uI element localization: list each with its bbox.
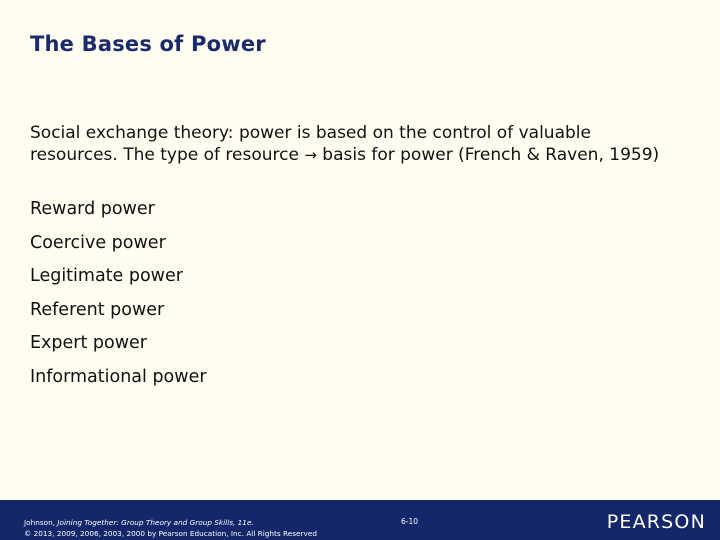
right-arrow-icon: → <box>304 146 317 164</box>
intro-text-part1: Social exchange theory: power is based on the control of valuable resources. The type of resource <box>30 123 591 165</box>
footer-citation <box>24 517 317 539</box>
list-item-reward-power: Reward power <box>30 199 155 219</box>
citation-copyright: © 2013, 2009, 2006, 2003, 2000 by Pearson Education, Inc. All Rights Reserved <box>24 529 317 538</box>
list-item-informational-power: Informational power <box>30 366 207 387</box>
list-item-referent-power: Referent power <box>30 299 165 320</box>
list-item-legitimate-power: Legitimate power <box>30 266 183 287</box>
footer-bar <box>0 500 720 540</box>
list-item-expert-power: Expert power <box>30 333 147 354</box>
list-item-coercive-power: Coercive power <box>30 232 166 253</box>
citation-author: Johnson, <box>24 518 58 527</box>
intro-paragraph <box>30 122 670 166</box>
citation-book-title: Joining Together: Group Theory and Group Skills, 11e. <box>57 518 254 527</box>
page-number: 6-10 <box>401 517 419 526</box>
intro-text-part2: basis for power (French & Raven, 1959) <box>316 145 660 165</box>
slide-title: The Bases of Power <box>30 32 266 56</box>
bases-of-power-list <box>30 198 207 400</box>
pearson-logo: PEARSON <box>606 511 706 533</box>
